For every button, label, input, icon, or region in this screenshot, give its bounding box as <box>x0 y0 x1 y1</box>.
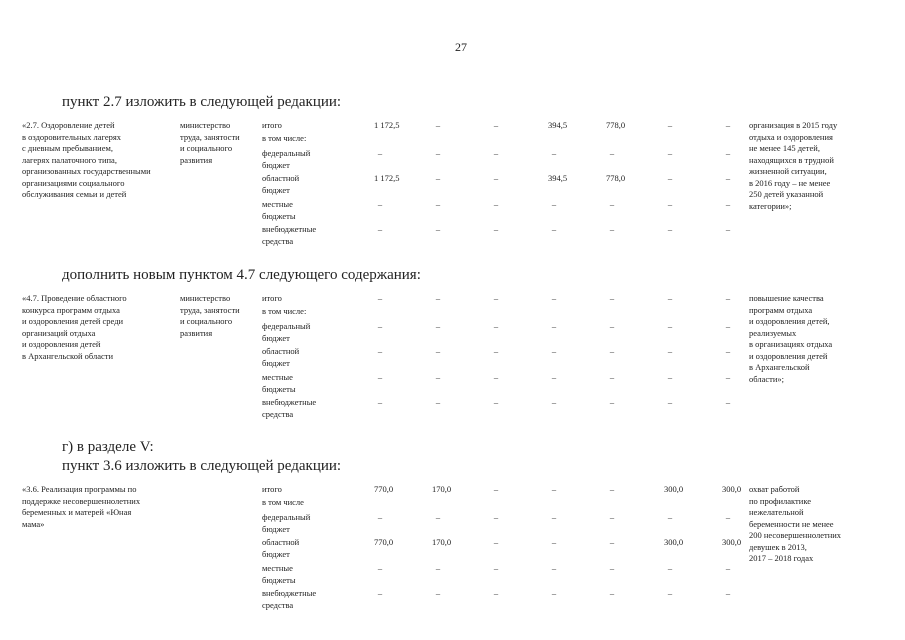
funding-source-label: в том числе: <box>262 133 307 143</box>
funding-value: – <box>551 224 557 234</box>
funding-value: – <box>493 512 499 522</box>
funding-value: – <box>609 199 615 209</box>
funding-value: – <box>493 199 499 209</box>
item-name: «4.7. Проведение областного конкурса программ отдыха и оздоровления детей среди организаций отдыха и оздоровления детей в Архангельской области <box>22 293 127 361</box>
funding-value: – <box>725 293 731 303</box>
funding-value: – <box>609 484 615 494</box>
funding-value: – <box>377 512 383 522</box>
funding-value: – <box>377 224 383 234</box>
funding-value: – <box>551 148 557 158</box>
funding-row <box>352 346 742 358</box>
funding-value: – <box>435 563 441 573</box>
section-heading: дополнить новым пунктом 4.7 следующего содержания: <box>62 267 421 283</box>
funding-row <box>352 293 742 305</box>
funding-row <box>352 148 742 160</box>
funding-value: – <box>493 372 499 382</box>
funding-value: – <box>667 148 673 158</box>
funding-value: – <box>667 372 673 382</box>
funding-value: 170,0 <box>432 537 452 547</box>
funding-value: – <box>493 397 499 407</box>
funding-value: – <box>725 346 731 356</box>
funding-value: – <box>551 293 557 303</box>
section-heading: пункт 2.7 изложить в следующей редакции: <box>62 94 342 110</box>
expected-result: охват работой по профилактике нежелательной беременности не менее 200 несовершеннолетних девушек в 2013, 2017 – 2018 годах <box>749 484 842 563</box>
funding-value: – <box>493 588 499 598</box>
funding-source-label: областной бюджет <box>262 537 300 559</box>
funding-value: – <box>725 224 731 234</box>
funding-value: – <box>725 321 731 331</box>
funding-value: – <box>667 224 673 234</box>
funding-row <box>352 120 742 132</box>
funding-source-label: итого <box>262 120 282 130</box>
funding-value: – <box>609 537 615 547</box>
funding-source-label: местные бюджеты <box>262 372 296 394</box>
funding-value: 300,0 <box>664 484 684 494</box>
funding-source-label: в том числе: <box>262 306 307 316</box>
funding-value: – <box>551 563 557 573</box>
funding-source-label: федеральный бюджет <box>262 512 311 534</box>
funding-value: – <box>725 588 731 598</box>
funding-value: – <box>493 120 499 130</box>
funding-value: – <box>551 588 557 598</box>
funding-value: – <box>725 397 731 407</box>
page-number: 27 <box>455 40 467 54</box>
funding-row <box>352 512 742 524</box>
funding-row <box>352 372 742 384</box>
funding-value: – <box>725 120 731 130</box>
funding-row <box>352 397 742 409</box>
item-name: «2.7. Оздоровление детей в оздоровительных лагерях с дневным пребыванием, лагерях палаточного типа, организованных государственными организациями социального обслуживания семьи и детей <box>22 120 151 199</box>
funding-value: – <box>609 512 615 522</box>
item-name: «3.6. Реализация программы по поддержке несовершеннолетних беременных и матерей «Юная мама» <box>22 484 141 529</box>
funding-row <box>352 537 742 549</box>
funding-value: 300,0 <box>722 537 742 547</box>
funding-value: – <box>435 224 441 234</box>
funding-value: 778,0 <box>606 120 626 130</box>
funding-value: – <box>435 173 441 183</box>
funding-value: – <box>377 397 383 407</box>
funding-value: – <box>435 148 441 158</box>
funding-value: – <box>725 173 731 183</box>
funding-value: – <box>493 148 499 158</box>
funding-value: – <box>725 199 731 209</box>
funding-value: 770,0 <box>374 537 394 547</box>
funding-row <box>352 321 742 333</box>
funding-row <box>352 173 742 185</box>
funding-source-label: итого <box>262 484 282 494</box>
item-executor: министерство труда, занятости и социального развития <box>180 120 240 165</box>
funding-value: – <box>435 512 441 522</box>
funding-source-label: областной бюджет <box>262 173 300 195</box>
funding-value: – <box>667 293 673 303</box>
funding-value: – <box>551 537 557 547</box>
funding-value: – <box>377 563 383 573</box>
funding-value: – <box>551 346 557 356</box>
funding-value: – <box>725 372 731 382</box>
funding-value: – <box>493 563 499 573</box>
funding-value: – <box>493 321 499 331</box>
funding-value: – <box>667 173 673 183</box>
funding-value: – <box>493 484 499 494</box>
funding-source-label: внебюджетные средства <box>262 397 317 419</box>
funding-value: – <box>667 512 673 522</box>
funding-source-label: итого <box>262 293 282 303</box>
expected-result: повышение качества программ отдыха и оздоровления детей, реализуемых в организациях отдыха и оздоровления детей в Архангельской области»; <box>749 293 833 384</box>
expected-result: организация в 2015 году отдыха и оздоровления не менее 145 детей, находящихся в трудной жизненной ситуации, в 2016 году – не менее 250 детей указанной категории»; <box>749 120 838 211</box>
funding-row <box>352 199 742 211</box>
funding-value: – <box>493 346 499 356</box>
funding-source-label: федеральный бюджет <box>262 148 311 170</box>
funding-value: – <box>667 563 673 573</box>
funding-value: 300,0 <box>722 484 742 494</box>
funding-value: 300,0 <box>664 537 684 547</box>
funding-value: 170,0 <box>432 484 452 494</box>
funding-value: – <box>493 173 499 183</box>
funding-value: – <box>377 588 383 598</box>
funding-value: – <box>667 346 673 356</box>
funding-row <box>352 224 742 236</box>
funding-source-label: федеральный бюджет <box>262 321 311 343</box>
funding-source-label: областной бюджет <box>262 346 300 368</box>
funding-value: – <box>435 199 441 209</box>
funding-value: – <box>609 321 615 331</box>
funding-value: 394,5 <box>548 120 568 130</box>
funding-value: – <box>667 588 673 598</box>
funding-source-label: внебюджетные средства <box>262 224 317 246</box>
funding-source-label: внебюджетные средства <box>262 588 317 610</box>
funding-value: – <box>609 224 615 234</box>
funding-value: – <box>551 397 557 407</box>
funding-value: – <box>377 346 383 356</box>
funding-value: – <box>609 293 615 303</box>
item-executor: министерство труда, занятости и социального развития <box>180 293 240 338</box>
funding-value: – <box>667 397 673 407</box>
funding-value: – <box>667 120 673 130</box>
funding-value: – <box>667 321 673 331</box>
funding-value: – <box>493 537 499 547</box>
funding-value: 770,0 <box>374 484 394 494</box>
funding-value: 394,5 <box>548 173 568 183</box>
funding-value: – <box>609 148 615 158</box>
funding-value: – <box>725 148 731 158</box>
funding-value: 1 172,5 <box>374 173 400 183</box>
funding-value: – <box>377 372 383 382</box>
funding-row <box>352 484 742 496</box>
funding-value: – <box>609 588 615 598</box>
funding-value: – <box>435 321 441 331</box>
funding-value: – <box>435 346 441 356</box>
funding-value: 1 172,5 <box>374 120 400 130</box>
funding-value: – <box>377 293 383 303</box>
funding-value: – <box>493 224 499 234</box>
funding-row <box>352 588 742 600</box>
funding-value: – <box>493 293 499 303</box>
funding-value: – <box>435 120 441 130</box>
funding-row <box>352 563 742 575</box>
funding-value: – <box>609 372 615 382</box>
funding-source-label: местные бюджеты <box>262 199 296 221</box>
funding-value: – <box>377 148 383 158</box>
funding-source-label: в том числе <box>262 497 304 507</box>
funding-row <box>352 306 742 318</box>
funding-value: – <box>725 512 731 522</box>
funding-value: – <box>609 563 615 573</box>
funding-value: – <box>435 293 441 303</box>
funding-value: – <box>435 372 441 382</box>
funding-value: – <box>609 397 615 407</box>
funding-value: – <box>435 397 441 407</box>
funding-source-label: местные бюджеты <box>262 563 296 585</box>
funding-value: – <box>725 563 731 573</box>
funding-value: – <box>377 199 383 209</box>
funding-value: – <box>667 199 673 209</box>
funding-value: – <box>435 588 441 598</box>
funding-row <box>352 133 742 145</box>
section-heading: пункт 3.6 изложить в следующей редакции: <box>62 458 342 474</box>
funding-value: – <box>609 346 615 356</box>
funding-value: – <box>377 321 383 331</box>
section-heading: г) в разделе V: <box>62 439 154 455</box>
funding-value: – <box>551 512 557 522</box>
funding-value: – <box>551 372 557 382</box>
funding-value: 778,0 <box>606 173 626 183</box>
funding-row <box>352 497 742 509</box>
funding-value: – <box>551 321 557 331</box>
funding-value: – <box>551 199 557 209</box>
funding-value: – <box>551 484 557 494</box>
